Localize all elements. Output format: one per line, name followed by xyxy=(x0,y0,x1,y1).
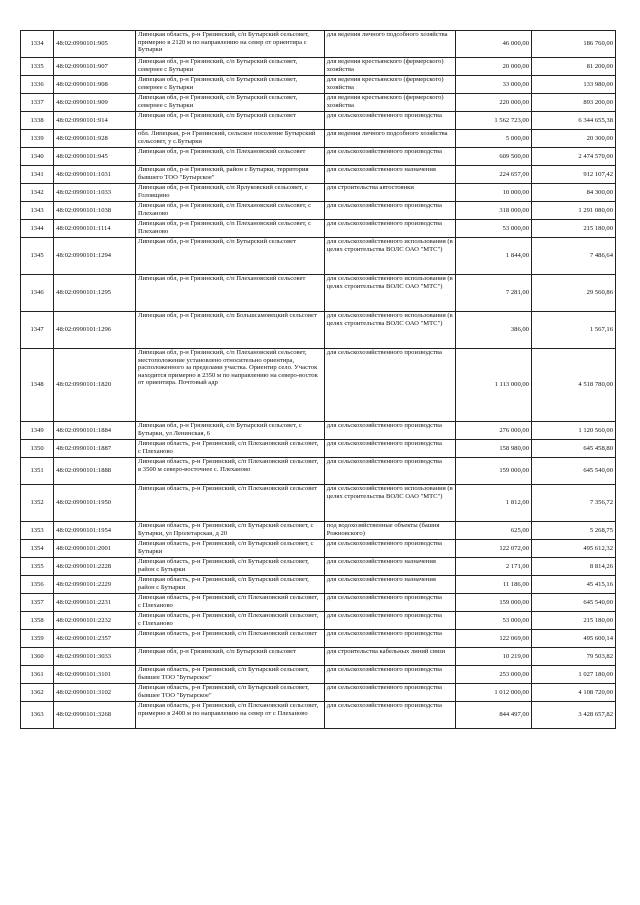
cell-permitted-use: для сельскохозяйственного производства xyxy=(324,112,456,130)
table-row xyxy=(21,76,616,94)
table-row xyxy=(21,630,616,648)
cell-address: Липецкая обл, р-н Грязинский, с/п Плехановский сельсовет xyxy=(136,275,325,312)
cell-row-number: 1343 xyxy=(21,202,54,220)
cell-row-number: 1358 xyxy=(21,612,54,630)
cell-address: Липецкая обл, р-н Грязинский, с/п Бутырский сельсовет, севернее с Бутырки xyxy=(136,58,325,76)
cell-cadastral-number: 48:02:0990101:2001 xyxy=(54,540,136,558)
cell-cadastral-cost: 1 027 180,00 xyxy=(531,666,615,684)
cell-address: Липецкая обл, р-н Грязинский, с/п Большсамовецкий сельсовет xyxy=(136,312,325,349)
table-row xyxy=(21,31,616,58)
table-row xyxy=(21,202,616,220)
cell-row-number: 1344 xyxy=(21,220,54,238)
table-row xyxy=(21,422,616,440)
cell-cadastral-cost: 45 415,16 xyxy=(531,576,615,594)
cell-address: Липецкая область, р-н Грязинский, с/п Плехановский сельсовет, с Плеханово xyxy=(136,440,325,458)
cell-permitted-use: для сельскохозяйственного производства xyxy=(324,422,456,440)
cell-cadastral-cost: 29 560,86 xyxy=(531,275,615,312)
cell-cadastral-cost: 8 814,26 xyxy=(531,558,615,576)
cell-cadastral-cost: 1 291 080,00 xyxy=(531,202,615,220)
table-row xyxy=(21,458,616,485)
cell-permitted-use: для сельскохозяйственного назначения xyxy=(324,576,456,594)
cell-cadastral-cost: 215 180,00 xyxy=(531,612,615,630)
cell-area-value: 11 186,00 xyxy=(456,576,532,594)
cell-address: Липецкая область, р-н Грязинский, с/п Плехановский сельсовет, с Плеханово xyxy=(136,612,325,630)
cell-row-number: 1361 xyxy=(21,666,54,684)
cell-cadastral-number: 48:02:0990101:2231 xyxy=(54,594,136,612)
cell-address: Липецкая область, р-н Грязинский, с/п Бутырский сельсовет, примерно в 2120 м по направлению на север от ориентира с Бутырки xyxy=(136,31,325,58)
table-row xyxy=(21,275,616,312)
cell-permitted-use: для сельскохозяйственного использования (в целях строительства ВОЛС ОАО "МТС") xyxy=(324,312,456,349)
cell-row-number: 1334 xyxy=(21,31,54,58)
table-row xyxy=(21,612,616,630)
table-row xyxy=(21,485,616,522)
cell-cadastral-number: 48:02:0990101:2229 xyxy=(54,576,136,594)
cell-area-value: 53 000,00 xyxy=(456,220,532,238)
cell-address: Липецкая область, р-н Грязинский, с/п Плехановский сельсовет, примерно в 2400 м по направлению на север от с Плеханово xyxy=(136,702,325,729)
cell-permitted-use: для ведения личного подсобного хозяйства xyxy=(324,130,456,148)
cell-cadastral-number: 48:02:0990101:1884 xyxy=(54,422,136,440)
cell-permitted-use: для сельскохозяйственного производства xyxy=(324,220,456,238)
cell-address: Липецкая обл, р-н Грязинский, с/п Бутырский сельсовет, севернее с Бутырки xyxy=(136,76,325,94)
cell-cadastral-number: 48:02:0990101:1031 xyxy=(54,166,136,184)
cell-address: Липецкая обл, р-н Грязинский, с/п Плехановский сельсовет, с Плеханово xyxy=(136,202,325,220)
cell-area-value: 1 562 723,00 xyxy=(456,112,532,130)
cell-cadastral-cost: 4 108 720,00 xyxy=(531,684,615,702)
cell-row-number: 1362 xyxy=(21,684,54,702)
cell-address: Липецкая область, р-н Грязинский, с/п Бутырский сельсовет, с Бутырки, ул Пролетарская, д 20 xyxy=(136,522,325,540)
table-row xyxy=(21,648,616,666)
cell-permitted-use: для сельскохозяйственного назначения xyxy=(324,558,456,576)
cell-cadastral-number: 48:02:0990101:1950 xyxy=(54,485,136,522)
cell-cadastral-number: 48:02:0990101:1888 xyxy=(54,458,136,485)
cell-cadastral-number: 48:02:0990101:908 xyxy=(54,76,136,94)
cell-cadastral-number: 48:02:0990101:1887 xyxy=(54,440,136,458)
cell-permitted-use: для сельскохозяйственного производства xyxy=(324,702,456,729)
cell-address: Липецкая обл, р-н Грязинский, с/п Ярлуковский сельсовет, с Головщино xyxy=(136,184,325,202)
cell-cadastral-cost: 645 458,80 xyxy=(531,440,615,458)
cell-cadastral-cost: 20 300,00 xyxy=(531,130,615,148)
cell-cadastral-cost: 495 600,14 xyxy=(531,630,615,648)
cell-row-number: 1337 xyxy=(21,94,54,112)
land-plots-table xyxy=(20,30,616,729)
cell-row-number: 1335 xyxy=(21,58,54,76)
table-row xyxy=(21,184,616,202)
cell-permitted-use: для ведения крестьянского (фермерского) хозяйства xyxy=(324,76,456,94)
cell-cadastral-number: 48:02:0990101:2228 xyxy=(54,558,136,576)
cell-permitted-use: под водохозяйственные объекты (башня Рожновского) xyxy=(324,522,456,540)
cell-row-number: 1355 xyxy=(21,558,54,576)
table-row xyxy=(21,522,616,540)
cell-area-value: 5 000,00 xyxy=(456,130,532,148)
cell-permitted-use: для ведения личного подсобного хозяйства xyxy=(324,31,456,58)
cell-cadastral-cost: 133 980,00 xyxy=(531,76,615,94)
cell-row-number: 1353 xyxy=(21,522,54,540)
table-row xyxy=(21,349,616,422)
table-row xyxy=(21,58,616,76)
cell-cadastral-number: 48:02:0990101:3033 xyxy=(54,648,136,666)
cell-address: Липецкая область, р-н Грязинский, с/п Бутырский сельсовет, с Бутырки xyxy=(136,540,325,558)
cell-permitted-use: для сельскохозяйственного назначения xyxy=(324,166,456,184)
cell-cadastral-number: 48:02:0990101:1033 xyxy=(54,184,136,202)
cell-cadastral-cost: 912 107,42 xyxy=(531,166,615,184)
cell-cadastral-number: 48:02:0990101:3102 xyxy=(54,684,136,702)
cell-permitted-use: для сельскохозяйственного производства xyxy=(324,630,456,648)
cell-cadastral-cost: 6 344 655,38 xyxy=(531,112,615,130)
cell-area-value: 159 000,00 xyxy=(456,458,532,485)
cell-cadastral-number: 48:02:0990101:1954 xyxy=(54,522,136,540)
cell-cadastral-cost: 215 180,00 xyxy=(531,220,615,238)
cell-area-value: 1 113 000,00 xyxy=(456,349,532,422)
cell-area-value: 10 219,00 xyxy=(456,648,532,666)
cell-address: Липецкая обл, р-н Грязинский, с/п Бутырский сельсовет xyxy=(136,648,325,666)
cell-permitted-use: для сельскохозяйственного производства xyxy=(324,202,456,220)
table-row xyxy=(21,148,616,166)
cell-cadastral-number: 48:02:0990101:3268 xyxy=(54,702,136,729)
cell-cadastral-cost: 495 612,32 xyxy=(531,540,615,558)
cell-area-value: 33 000,00 xyxy=(456,76,532,94)
cell-row-number: 1356 xyxy=(21,576,54,594)
cell-address: Липецкая обл, р-н Грязинский, с/п Бутырский сельсовет xyxy=(136,112,325,130)
cell-row-number: 1363 xyxy=(21,702,54,729)
cell-cadastral-cost: 5 268,75 xyxy=(531,522,615,540)
cell-row-number: 1347 xyxy=(21,312,54,349)
cell-cadastral-cost: 893 200,00 xyxy=(531,94,615,112)
cell-area-value: 53 000,00 xyxy=(456,612,532,630)
cell-cadastral-number: 48:02:0990101:3101 xyxy=(54,666,136,684)
cell-area-value: 159 000,00 xyxy=(456,594,532,612)
cell-row-number: 1354 xyxy=(21,540,54,558)
cell-address: Липецкая обл, р-н Грязинский, с/п Бутырский сельсовет xyxy=(136,238,325,275)
cell-row-number: 1359 xyxy=(21,630,54,648)
cell-area-value: 609 500,00 xyxy=(456,148,532,166)
cell-cadastral-number: 48:02:0990101:905 xyxy=(54,31,136,58)
cell-address: Липецкая область, р-н Грязинский, с/п Плехановский сельсовет, с Плеханово xyxy=(136,594,325,612)
cell-permitted-use: для сельскохозяйственного производства xyxy=(324,666,456,684)
cell-address: Липецкая обл, р-н Грязинский, с/п Бутырский сельсовет, с Бутырки, ул Ленинская, 6 xyxy=(136,422,325,440)
cell-address: Липецкая область, р-н Грязинский, с/п Бутырский сельсовет, бывшее ТОО "Бутырское" xyxy=(136,666,325,684)
cell-cadastral-cost: 186 760,00 xyxy=(531,31,615,58)
cell-row-number: 1339 xyxy=(21,130,54,148)
cell-row-number: 1336 xyxy=(21,76,54,94)
cell-permitted-use: для сельскохозяйственного производства xyxy=(324,684,456,702)
cell-area-value: 220 000,00 xyxy=(456,94,532,112)
cell-permitted-use: для сельскохозяйственного производства xyxy=(324,594,456,612)
table-row xyxy=(21,166,616,184)
cell-cadastral-cost: 3 428 657,82 xyxy=(531,702,615,729)
cell-cadastral-cost: 645 540,00 xyxy=(531,594,615,612)
table-row xyxy=(21,220,616,238)
cell-row-number: 1352 xyxy=(21,485,54,522)
cell-area-value: 1 844,00 xyxy=(456,238,532,275)
cell-area-value: 122 069,00 xyxy=(456,630,532,648)
table-row xyxy=(21,238,616,275)
cell-cadastral-cost: 2 474 570,00 xyxy=(531,148,615,166)
cell-cadastral-number: 48:02:0990101:914 xyxy=(54,112,136,130)
cell-area-value: 2 171,00 xyxy=(456,558,532,576)
table-row xyxy=(21,130,616,148)
cell-row-number: 1348 xyxy=(21,349,54,422)
cell-address: Липецкая обл, р-н Грязинский, с/п Плехановский сельсовет, с Плеханово xyxy=(136,220,325,238)
document-page xyxy=(20,30,616,729)
cell-permitted-use: для сельскохозяйственного производства xyxy=(324,148,456,166)
cell-row-number: 1341 xyxy=(21,166,54,184)
cell-permitted-use: для сельскохозяйственного производства xyxy=(324,612,456,630)
table-body xyxy=(21,31,616,729)
cell-area-value: 1 812,00 xyxy=(456,485,532,522)
table-row xyxy=(21,666,616,684)
cell-cadastral-number: 48:02:0990101:1114 xyxy=(54,220,136,238)
cell-area-value: 224 657,00 xyxy=(456,166,532,184)
cell-permitted-use: для сельскохозяйственного производства xyxy=(324,540,456,558)
cell-address: Липецкая обл, р-н Грязинский, район с Бутырки, территория бывшего ТОО "Бутырское" xyxy=(136,166,325,184)
cell-permitted-use: для ведения крестьянского (фермерского) хозяйства xyxy=(324,94,456,112)
cell-cadastral-number: 48:02:0990101:907 xyxy=(54,58,136,76)
cell-row-number: 1345 xyxy=(21,238,54,275)
table-row xyxy=(21,684,616,702)
cell-cadastral-cost: 7 486,64 xyxy=(531,238,615,275)
cell-cadastral-cost: 84 300,00 xyxy=(531,184,615,202)
cell-permitted-use: для сельскохозяйственного использования (в целях строительства ВОЛС ОАО "МТС") xyxy=(324,275,456,312)
cell-address: Липецкая обл, р-н Грязинский, с/п Плехановский сельсовет, местоположение установлено относительно ориентира, расположенного за пределами участка. Ориентир село. Участок находится примерно в 2350 м по направлению на северо-восток от ориентира. Почтовый адр xyxy=(136,349,325,422)
cell-address: Липецкая область, р-н Грязинский, с/п Плехановский сельсовет xyxy=(136,630,325,648)
cell-area-value: 1 012 000,00 xyxy=(456,684,532,702)
cell-area-value: 122 072,00 xyxy=(456,540,532,558)
cell-permitted-use: для сельскохозяйственного производства xyxy=(324,349,456,422)
cell-area-value: 10 000,00 xyxy=(456,184,532,202)
cell-cadastral-number: 48:02:0990101:928 xyxy=(54,130,136,148)
cell-address: Липецкая область, р-н Грязинский, с/п Плехановский сельсовет, в 3500 м северо-восточнее с. Плеханово xyxy=(136,458,325,485)
cell-cadastral-cost: 4 518 780,00 xyxy=(531,349,615,422)
table-row xyxy=(21,702,616,729)
cell-address: Липецкая обл, р-н Грязинский, с/п Бутырский сельсовет, севернее с Бутырки xyxy=(136,94,325,112)
cell-permitted-use: для сельскохозяйственного производства xyxy=(324,458,456,485)
cell-area-value: 46 000,00 xyxy=(456,31,532,58)
table-row xyxy=(21,576,616,594)
table-row xyxy=(21,594,616,612)
cell-permitted-use: для сельскохозяйственного использования (в целях строительства ВОЛС ОАО "МТС") xyxy=(324,485,456,522)
table-row xyxy=(21,440,616,458)
cell-permitted-use: для строительства кабельных линий связи xyxy=(324,648,456,666)
table-row xyxy=(21,558,616,576)
cell-cadastral-cost: 1 567,16 xyxy=(531,312,615,349)
cell-address: Липецкая область, р-н Грязинский, с/п Бутырский сельсовет, бывшее ТОО "Бутырское" xyxy=(136,684,325,702)
cell-area-value: 386,00 xyxy=(456,312,532,349)
cell-area-value: 158 980,00 xyxy=(456,440,532,458)
cell-area-value: 625,00 xyxy=(456,522,532,540)
cell-cadastral-cost: 81 200,00 xyxy=(531,58,615,76)
cell-permitted-use: для сельскохозяйственного использования (в целях строительства ВОЛС ОАО "МТС") xyxy=(324,238,456,275)
cell-area-value: 20 000,00 xyxy=(456,58,532,76)
cell-cadastral-number: 48:02:0990101:909 xyxy=(54,94,136,112)
cell-cadastral-number: 48:02:0990101:2357 xyxy=(54,630,136,648)
cell-area-value: 253 000,00 xyxy=(456,666,532,684)
cell-permitted-use: для ведения крестьянского (фермерского) хозяйства xyxy=(324,58,456,76)
cell-row-number: 1351 xyxy=(21,458,54,485)
cell-row-number: 1338 xyxy=(21,112,54,130)
table-row xyxy=(21,540,616,558)
cell-cadastral-number: 48:02:0990101:1294 xyxy=(54,238,136,275)
cell-cadastral-number: 48:02:0990101:2232 xyxy=(54,612,136,630)
cell-row-number: 1360 xyxy=(21,648,54,666)
cell-cadastral-number: 48:02:0990101:1038 xyxy=(54,202,136,220)
cell-cadastral-number: 48:02:0990101:945 xyxy=(54,148,136,166)
cell-address: обл. Липецкая, р-н Грязинский, сельское поселение Бутырский сельсовет, у с.Бутырки xyxy=(136,130,325,148)
table-row xyxy=(21,312,616,349)
cell-area-value: 318 000,00 xyxy=(456,202,532,220)
cell-row-number: 1350 xyxy=(21,440,54,458)
cell-address: Липецкая обл, р-н Грязинский, с/п Плехановский сельсовет xyxy=(136,148,325,166)
cell-cadastral-number: 48:02:0990101:1295 xyxy=(54,275,136,312)
cell-permitted-use: для сельскохозяйственного производства xyxy=(324,440,456,458)
table-row xyxy=(21,94,616,112)
cell-area-value: 276 000,00 xyxy=(456,422,532,440)
cell-cadastral-number: 48:02:0990101:1820 xyxy=(54,349,136,422)
cell-cadastral-cost: 7 356,72 xyxy=(531,485,615,522)
cell-cadastral-cost: 79 503,82 xyxy=(531,648,615,666)
cell-row-number: 1342 xyxy=(21,184,54,202)
cell-cadastral-cost: 1 120 560,00 xyxy=(531,422,615,440)
cell-permitted-use: для строительства автостоянки xyxy=(324,184,456,202)
cell-address: Липецкая область, р-н Грязинский, с/п Бутырский сельсовет, район с Бутырки xyxy=(136,558,325,576)
cell-cadastral-cost: 645 540,00 xyxy=(531,458,615,485)
cell-row-number: 1346 xyxy=(21,275,54,312)
cell-row-number: 1340 xyxy=(21,148,54,166)
cell-cadastral-number: 48:02:0990101:1296 xyxy=(54,312,136,349)
cell-area-value: 7 281,00 xyxy=(456,275,532,312)
cell-row-number: 1349 xyxy=(21,422,54,440)
cell-address: Липецкая область, р-н Грязинский, с/п Бутырский сельсовет, район с Бутырки xyxy=(136,576,325,594)
cell-address: Липецкая область, р-н Грязинский, с/п Плехановский сельсовет xyxy=(136,485,325,522)
cell-row-number: 1357 xyxy=(21,594,54,612)
table-row xyxy=(21,112,616,130)
cell-area-value: 844 497,00 xyxy=(456,702,532,729)
